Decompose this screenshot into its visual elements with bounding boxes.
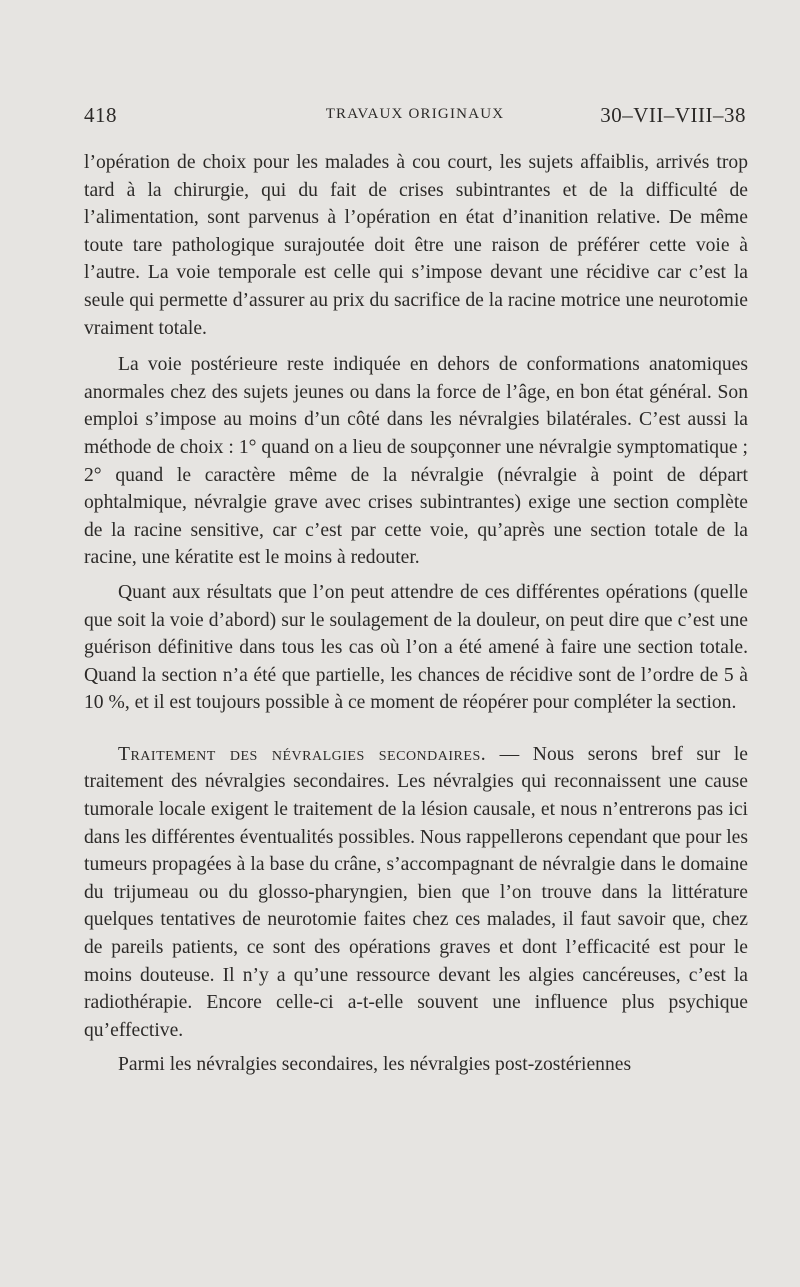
page-header: [84, 103, 746, 135]
section-text: — Nous serons bref sur le traitement des névralgies secondaires. Les névralgies qui reconnaissent une cause tumorale locale exigent le traitement de la lésion causale, et nous n’entrerons pas ici dans les différentes éventualités possibles. Nous rappellerons cependant que pour les tumeurs propagées à la base du crâne, s’accompagnant de névralgie dans le domaine du trijumeau ou du glosso-pharyngien, bien que l’on trouve dans la littérature quelques tentatives de neurotomie faites chez ces malades, il faut savoir que, chez de pareils patients, ce sont des opérations graves et dont l’efficacité est pour le moins douteuse. Il n’y a qu’une ressource devant les algies cancéreuses, c’est la radiothérapie. Encore celle-ci a-t-elle souvent une influence plus psychique qu’effective.: [84, 743, 749, 1041]
paragraph-resultats: Quant aux résultats que l’on peut attendre de ces différentes opérations (quelle que soit la voie d’abord) sur le soulagement de la douleur, on peut dire que c’est une guérison définitive dans tous les cas où l’on a été amené à faire une section totale. Quand la section n’a été que partielle, les chances de récidive sont de l’ordre de 5 à 10 %, et il est toujours possible à ce moment de réopérer pour compléter la section.: [84, 581, 748, 714]
paragraph-voie-posterieure: La voie postérieure reste indiquée en dehors de conformations anatomiques anormales chez des sujets jeunes ou dans la force de l’âge, en bon état général. Son emploi s’impose au moins d’un côté dans les névralgies bilatérales. C’est aussi la méthode de choix : 1° quand on a lieu de soupçonner une névralgie symptomatique ; 2° quand le caractère même de la névralgie (névralgie à point de départ ophtalmique, névralgie grave avec crises subintrantes) exige une section complète de la racine sensitive, car c’est par cette voie, qu’après une section totale de la racine, une kératite est le moins à redouter.: [84, 354, 748, 569]
issue-date: 30–VII–VIII–38: [600, 103, 746, 127]
paragraph-nevralgies-secondaires: [84, 741, 748, 1045]
running-title: TRAVAUX ORIGINAUX: [325, 106, 505, 122]
paragraph-continuation: l’opération de choix pour les malades à cou court, les sujets affaiblis, arrivés trop tard à la chirurgie, qui du fait de crises subintrantes et de la difficulté de l’alimentation, sont parvenus à l’opération en état d’inanition relative. De même toute tare pathologique surajoutée doit être une raison de préférer cette voie à l’autre. La voie temporale est celle qui s’impose devant une récidive car c’est la seule qui permette d’assurer au prix du sacrifice de la racine motrice une neurotomie vraiment totale.: [84, 152, 748, 339]
paragraph-post-zosteriennes: Parmi les névralgies secondaires, les névralgies post-zostériennes: [118, 1054, 632, 1076]
body-text: [84, 149, 748, 1079]
page-number: 418: [84, 103, 117, 127]
section-heading: Traitement des névralgies secondaires.: [118, 743, 487, 765]
